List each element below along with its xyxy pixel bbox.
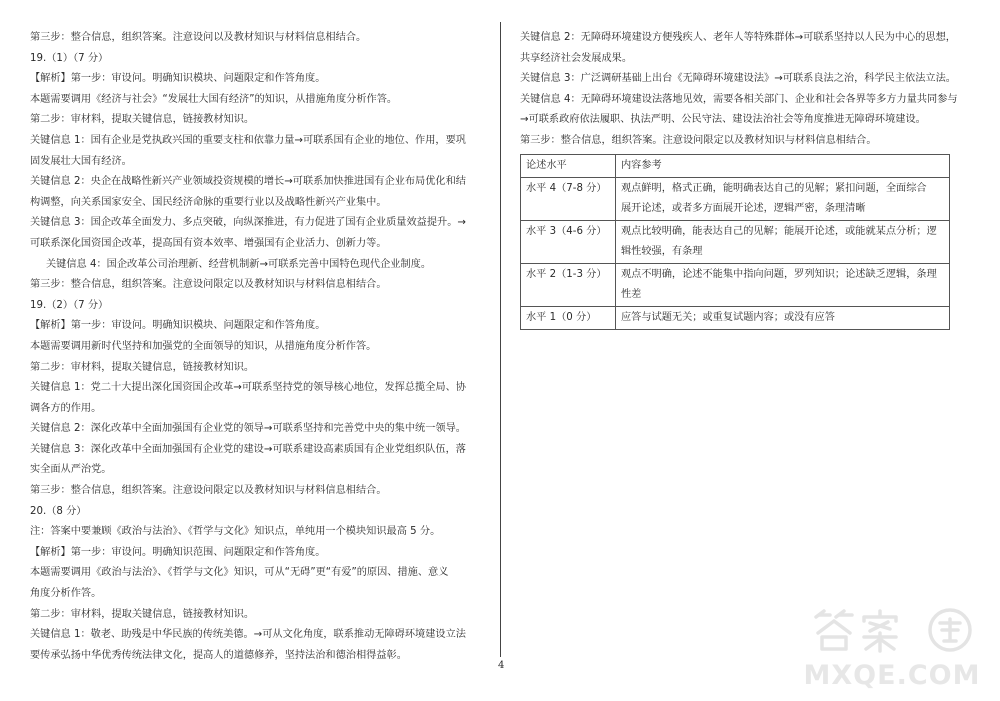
level-cell: 水平 2（1-3 分） (521, 263, 616, 306)
text-line: 关键信息 2：无障碍环境建设方便残疾人、老年人等特殊群体→可联系坚持以人民为中心的思想， (520, 32, 956, 43)
text-line: 第三步：整合信息，组织答案。注意设问以及教材知识与材料信息相结合。 (30, 32, 367, 43)
text-line: 第二步：审材料，提取关键信息，链接教材知识。 (30, 361, 255, 373)
text-line: 19.（1）（7 分） (30, 52, 109, 64)
text-line: 实全面从严治党。 (30, 464, 112, 476)
content-cell (616, 177, 950, 220)
text-line: 关键信息 2：央企在战略性新兴产业领域投资规模的增长→可联系加快推进国有企业布局优化和结 (30, 176, 466, 188)
right-column (520, 28, 972, 330)
text-line: 【解析】第一步：审设问。明确知识模块、问题限定和作答角度。 (30, 73, 326, 85)
watermark-mark-icon (808, 607, 978, 653)
content-line: 观点比较明确，能表达自己的见解；能展开论述，或能就某点分析；逻 (621, 225, 937, 237)
text-line: 关键信息 3：广泛调研基础上出台《无障碍环境建设法》→可联系良法之治，科学民主依法立法。 (520, 73, 956, 85)
table-row (521, 306, 950, 329)
text-line: 19.（2）（7 分） (30, 299, 109, 311)
content-line: 性差 (621, 288, 642, 300)
text-line: 调各方的作用。 (30, 402, 102, 414)
text-line: 第二步：审材料，提取关键信息，链接教材知识。 (30, 608, 255, 620)
text-line: 关键信息 1：国有企业是党执政兴国的重要支柱和依靠力量→可联系国有企业的地位、作用，要巩 (30, 134, 466, 146)
text-line: 关键信息 3：国企改革全面发力、多点突破，向纵深推进，有力促进了国有企业质量效益提升。→ (30, 217, 466, 229)
text-line: 关键信息 4：无障碍环境建设法落地见效，需要各相关部门、企业和社会各界等多方力量共同参与 (520, 93, 958, 105)
text-line: 第三步：整合信息，组织答案。注意设问限定以及教材知识与材料信息相结合。 (520, 134, 877, 146)
content-line: 应答与试题无关；或重复试题内容；或没有应答 (621, 311, 835, 323)
text-line: 【解析】第一步：审设问。明确知识范围、问题限定和作答角度。 (30, 546, 326, 558)
content-line: 观点不明确，论述不能集中指向问题，罗列知识；论述缺乏逻辑，条理 (621, 268, 937, 280)
content-line: 观点鲜明，格式正确，能明确表达自己的见解；紧扣问题，全面综合 (621, 182, 927, 194)
text-line: 【解析】第一步：审设问。明确知识模块、问题限定和作答角度。 (30, 320, 326, 332)
text-line: 本题需要调用《政治与法治》、《哲学与文化》知识，可从“无碍”更“有爱”的原因、措施、意义 (30, 567, 449, 579)
text-line: 第三步：整合信息，组织答案。注意设问限定以及教材知识与材料信息相结合。 (30, 485, 387, 497)
content-cell (616, 220, 950, 263)
text-line: 角度分析作答。 (30, 588, 102, 600)
level-cell: 水平 3（4-6 分） (521, 220, 616, 263)
content-line: 展开论述，或者多方面展开论述，逻辑严密，条理清晰 (621, 202, 866, 214)
text-line: 第三步：整合信息，组织答案。注意设问限定以及教材知识与材料信息相结合。 (30, 279, 387, 291)
level-cell: 水平 1（0 分） (521, 306, 616, 329)
text-line: 关键信息 1：敬老、助残是中华民族的传统美德。→可从文化角度，联系推动无障碍环境建设立法 (30, 629, 466, 641)
table-header-cell: 论述水平 (521, 154, 616, 177)
text-line: 关键信息 4：国企改革公司治理新、经营机制新→可联系完善中国特色现代企业制度。 (46, 258, 432, 270)
text-line: 要传承弘扬中华优秀传统法律文化，提高人的道德修养，坚持法治和德治相得益彰。 (30, 649, 407, 661)
level-cell: 水平 4（7-8 分） (521, 177, 616, 220)
text-line: 20.（8 分） (30, 505, 87, 517)
table-row (521, 177, 950, 220)
watermark-logo (802, 607, 982, 691)
text-line: 关键信息 2：深化改革中全面加强国有企业党的领导→可联系坚持和完善党中央的集中统一领导。 (30, 423, 466, 435)
text-line: →可联系政府依法履职、执法严明、公民守法、建设法治社会等角度推进无障碍环境建设。 (520, 114, 926, 126)
left-column (30, 28, 482, 666)
page-number: 4 (498, 660, 505, 671)
rubric-table (520, 154, 950, 330)
text-line: 构调整，向关系国家安全、国民经济命脉的重要行业以及战略性新兴产业集中。 (30, 196, 387, 208)
content-cell (616, 306, 950, 329)
text-line: 本题需要调用《经济与社会》“发展壮大国有经济”的知识，从措施角度分析作答。 (30, 93, 398, 105)
text-line: 固发展壮大国有经济。 (30, 155, 132, 167)
table-header-row (521, 154, 950, 177)
content-line: 辑性较强，有条理 (621, 245, 703, 257)
text-line: 第二步：审材料，提取关键信息，链接教材知识。 (30, 114, 255, 126)
table-header-cell: 内容参考 (616, 154, 950, 177)
watermark-site-text: MXQE.COM (803, 660, 981, 691)
text-line: 共享经济社会发展成果。 (520, 52, 633, 64)
text-line: 关键信息 1：党二十大提出深化国资国企改革→可联系坚持党的领导核心地位，发挥总揽全局、协 (30, 382, 466, 394)
column-divider (500, 22, 501, 657)
text-line: 本题需要调用新时代坚持和加强党的全面领导的知识，从措施角度分析作答。 (30, 340, 377, 352)
text-line: 可联系深化国资国企改革，提高国有资本效率、增强国有企业活力、创新力等。 (30, 237, 387, 249)
text-line: 关键信息 3：深化改革中全面加强国有企业党的建设→可联系建设高素质国有企业党组织队伍，落 (30, 443, 466, 455)
content-cell (616, 263, 950, 306)
table-row (521, 263, 950, 306)
table-row (521, 220, 950, 263)
text-line: 注：答案中要兼顾《政治与法治》、《哲学与文化》知识点，单纯用一个模块知识最高 5 分。 (30, 526, 441, 538)
